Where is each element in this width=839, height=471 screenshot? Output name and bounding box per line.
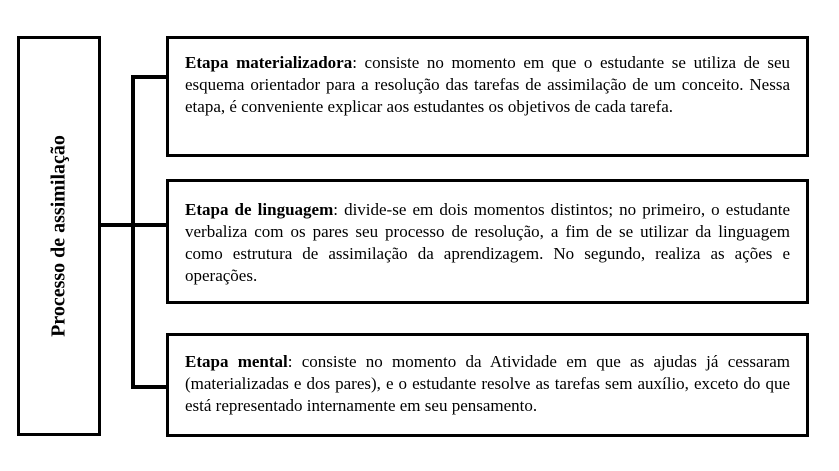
assimilation-process-label: Processo de assimilação bbox=[47, 135, 70, 337]
stage-text: : consiste no momento em que o estudante se utiliza de seu esquema orientador para a resolução das tarefas de assimilação de um conceito. Nessa etapa, é conveniente explicar aos estudantes os objetivos de cada tarefa. bbox=[185, 53, 790, 116]
stage-title: Etapa mental bbox=[185, 352, 288, 371]
stage-box-linguagem bbox=[166, 179, 809, 304]
stage-title: Etapa de linguagem bbox=[185, 200, 334, 219]
stage-description bbox=[169, 336, 806, 417]
stage-description bbox=[169, 182, 806, 287]
stage-box-materializadora bbox=[166, 36, 809, 157]
stage-title: Etapa materializadora bbox=[185, 53, 353, 72]
connector-trunk bbox=[101, 223, 133, 227]
stage-text: : consiste no momento da Atividade em que as ajudas já cessaram (materializadas e dos pares), e o estudante resolve as tarefas sem auxílio, exceto do que está representado internamente em seu pensamento. bbox=[185, 352, 790, 415]
connector-branch-2 bbox=[131, 223, 167, 227]
connector-branch-3 bbox=[131, 385, 167, 389]
connector-branch-1 bbox=[131, 75, 167, 79]
assimilation-process-box bbox=[17, 36, 101, 436]
stage-box-mental bbox=[166, 333, 809, 437]
stage-description bbox=[169, 39, 806, 118]
stage-text: : divide-se em dois momentos distintos; no primeiro, o estudante verbaliza com os pares seu processo de resolução, a fim de se utilizar da linguagem como estrutura de assimilação da aprendizagem. No segundo, realiza as ações e operações. bbox=[185, 200, 790, 285]
connector-vertical bbox=[131, 75, 135, 389]
